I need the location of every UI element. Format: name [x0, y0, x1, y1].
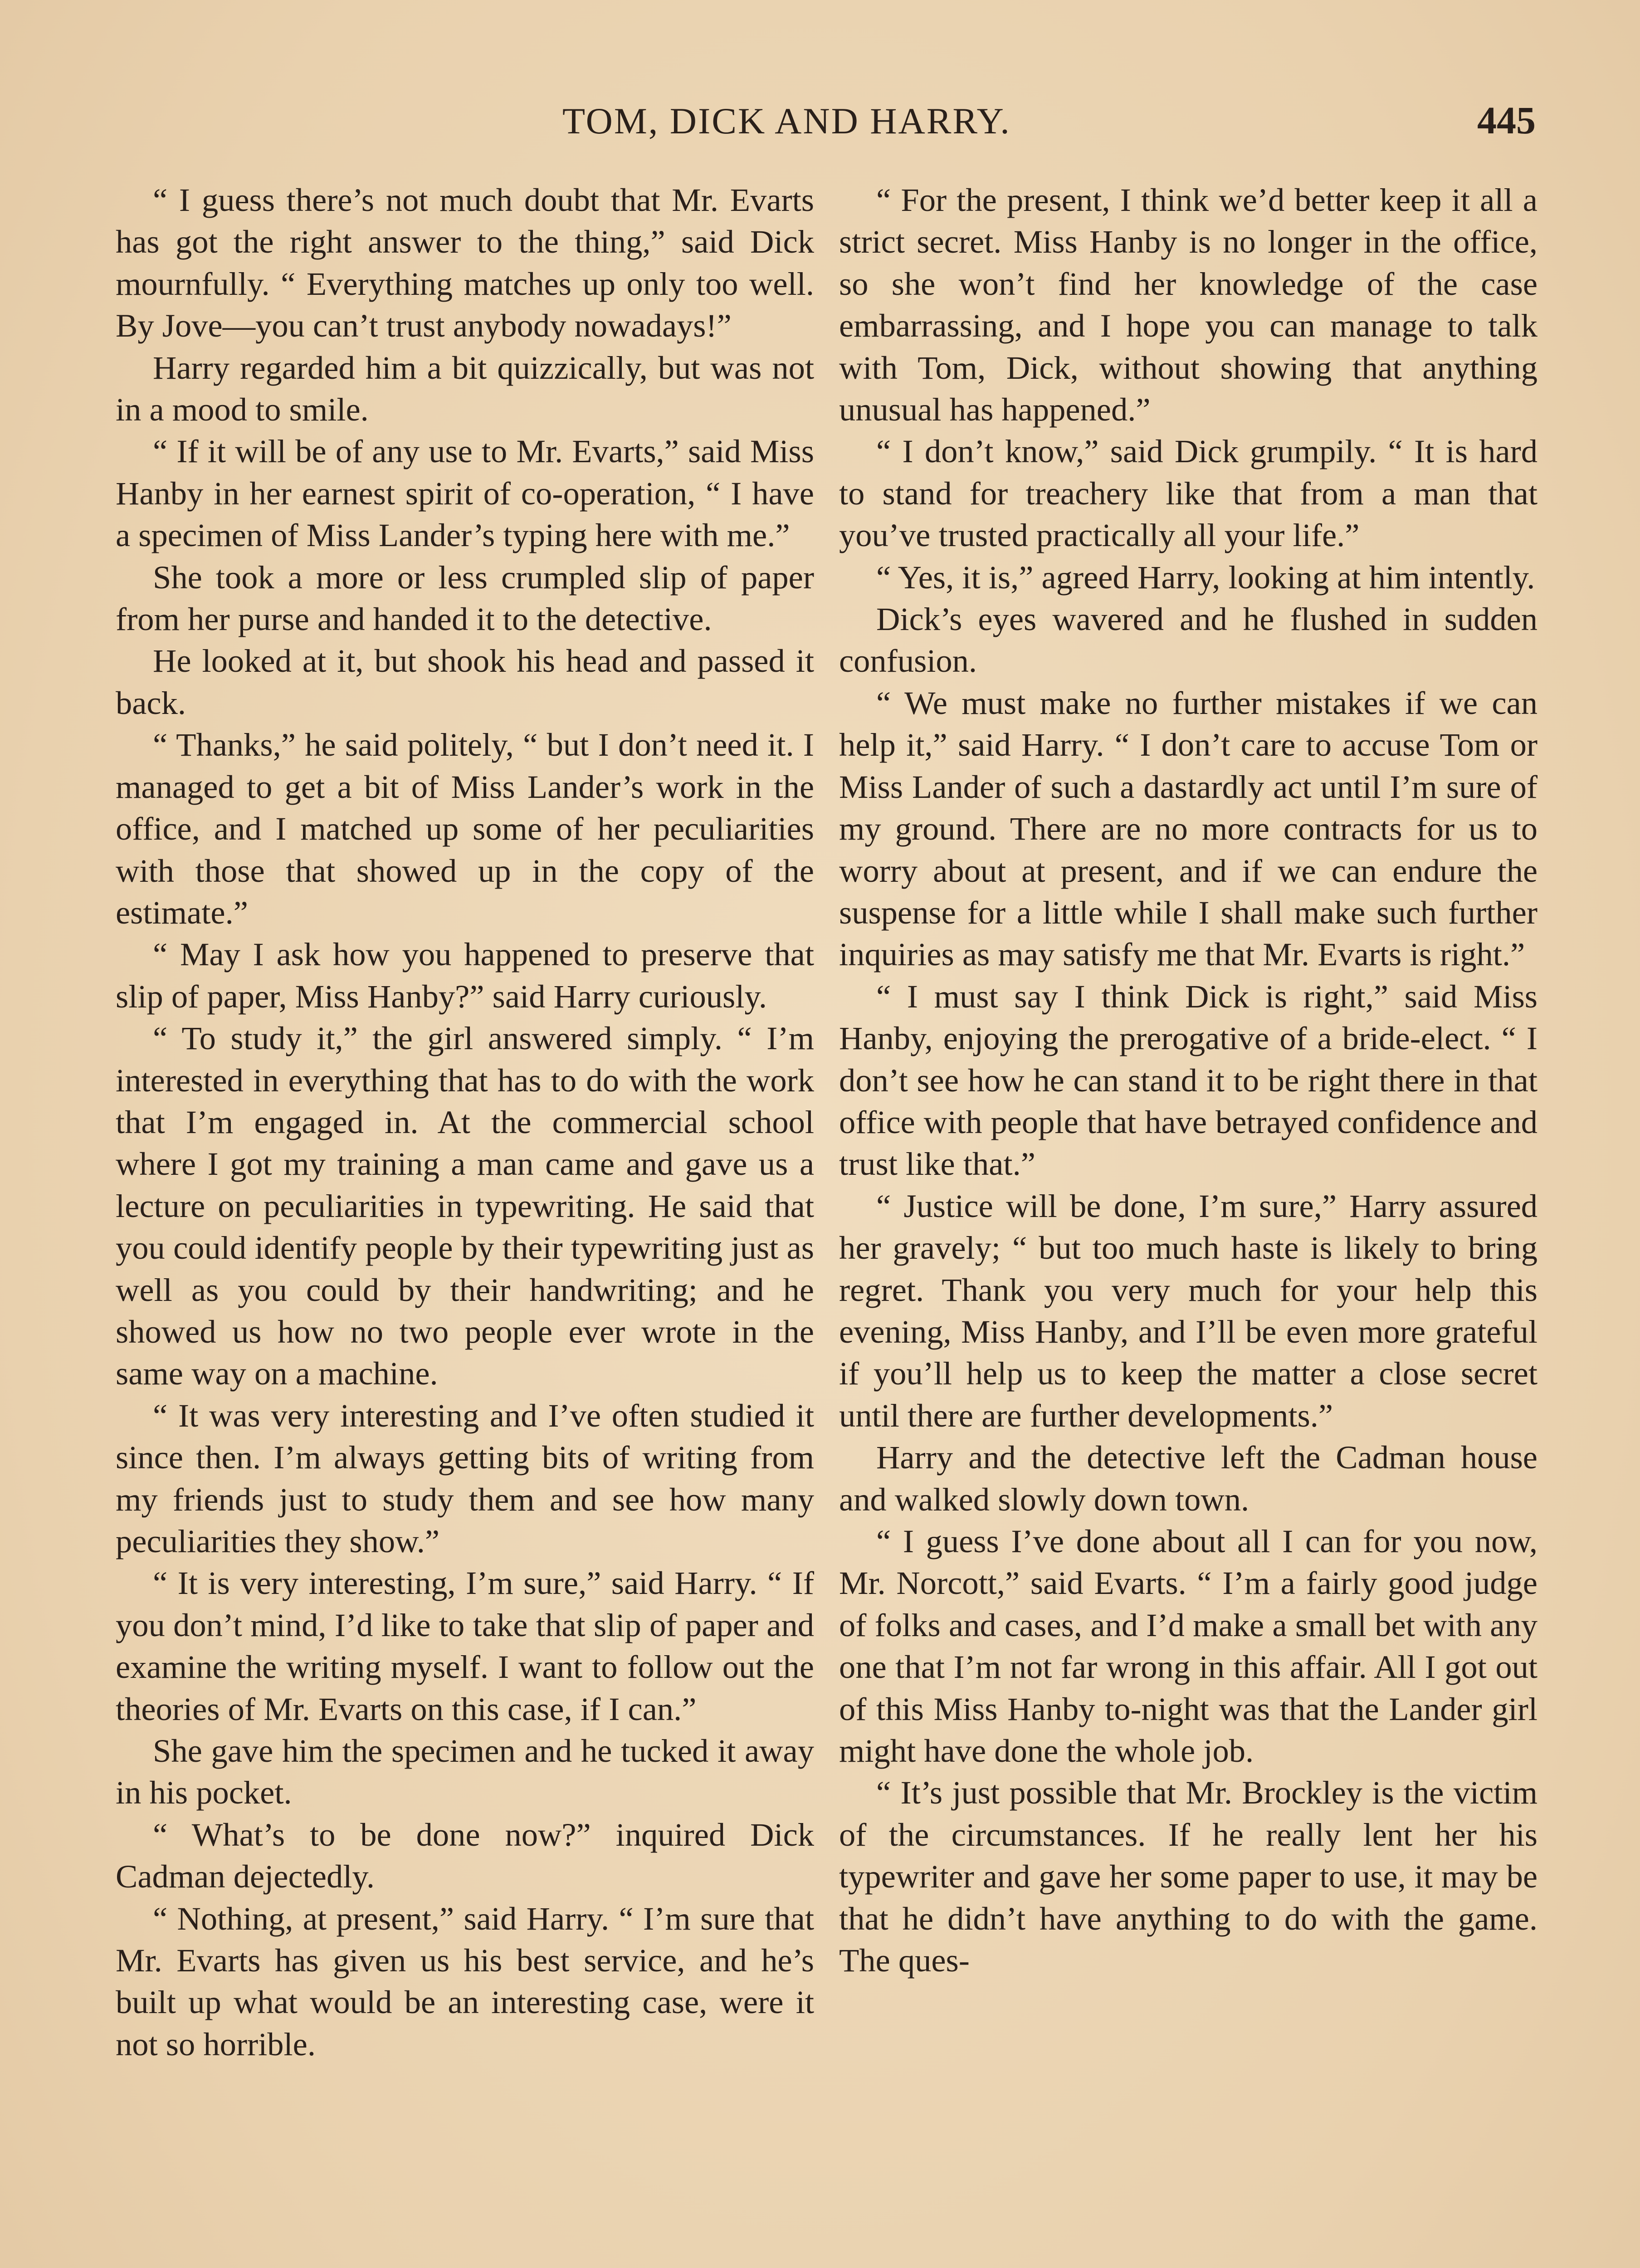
paragraph: “ I guess there’s not much doubt that Mr. Evarts has got the right answer to the thing,” said Dick mournfully. “ Everything matches up only too well. By Jove—you can’t trust anybody nowadays!”	[116, 181, 814, 344]
text-column-left	[116, 179, 814, 2268]
paragraph: “ It was very interesting and I’ve often studied it since then. I’m always getting bits of writing from my friends just to study them and see how many peculiarities they show.”	[116, 1397, 814, 1559]
paragraph: She took a more or less crumpled slip of paper from her purse and handed it to the detective.	[116, 558, 814, 638]
page-header	[562, 98, 1536, 147]
paragraph: “ May I ask how you happened to preserve that slip of paper, Miss Hanby?” said Harry curiously.	[116, 936, 814, 1015]
paragraph: “ I don’t know,” said Dick grumpily. “ It is hard to stand for treachery like that from a man that you’ve trusted practically all your life.”	[839, 433, 1538, 554]
paragraph: “ We must make no further mistakes if we can help it,” said Harry. “ I don’t care to accuse Tom or Miss Lander of such a dastardly act until I’m sure of my ground. There are no more contracts for us to worry about at present, and if we can endure the suspense for a little while I shall make such further inquiries as may satisfy me that Mr. Evarts is right.”	[839, 684, 1538, 973]
paragraph: “ Justice will be done, I’m sure,” Harry assured her gravely; “ but too much haste is likely to bring regret. Thank you very much for your help this evening, Miss Hanby, and I’ll be even more grateful if you’ll help us to keep the matter a close secret until there are further developments.”	[839, 1187, 1538, 1434]
paragraph: “ If it will be of any use to Mr. Evarts,” said Miss Hanby in her earnest spirit of co-operation, “ I have a specimen of Miss Lander’s typing here with me.”	[116, 433, 814, 554]
paragraph: “ It’s just possible that Mr. Brockley is the victim of the circumstances. If he really lent her his typewriter and gave her some paper to use, it may be that he didn’t have anything to do with the game. The ques-	[839, 1774, 1538, 1979]
paragraph: “ It is very interesting, I’m sure,” said Harry. “ If you don’t mind, I’d like to take that slip of paper and examine the writing myself. I want to follow out the theories of Mr. Evarts on this case, if I can.”	[116, 1564, 814, 1727]
page-number: 445	[1477, 98, 1536, 142]
paragraph: “ For the present, I think we’d better keep it all a strict secret. Miss Hanby is no longer in the office, so she won’t find her knowledge of the case embarrassing, and I hope you can manage to talk with Tom, Dick, without showing that anything unusual has happened.”	[839, 181, 1538, 428]
paragraph: “ Thanks,” he said politely, “ but I don’t need it. I managed to get a bit of Miss Lander’s work in the office, and I matched up some of her peculiarities with those that showed up in the copy of the estimate.”	[116, 726, 814, 931]
paragraph: Harry regarded him a bit quizzically, but was not in a mood to smile.	[116, 349, 814, 428]
paragraph: “ To study it,” the girl answered simply. “ I’m interested in everything that has to do with the work that I’m engaged in. At the commercial school where I got my training a man came and gave us a lecture on peculiarities in typewriting. He said that you could identify people by their typewriting just as well as you could by their handwriting; and he showed us how no two people ever wrote in the same way on a machine.	[116, 1020, 814, 1392]
paragraph: “ I guess I’ve done about all I can for you now, Mr. Norcott,” said Evarts. “ I’m a fairly good judge of folks and cases, and I’d make a small bet with any one that I’m not far wrong in this affair. All I got out of this Miss Hanby to-night was that the Lander girl might have done the whole job.	[839, 1523, 1538, 1769]
paragraph: Dick’s eyes wavered and he flushed in sudden confusion.	[839, 601, 1538, 679]
running-title: TOM, DICK AND HARRY.	[562, 100, 1011, 142]
paragraph: “ Yes, it is,” agreed Harry, looking at him intently.	[876, 558, 1535, 596]
paragraph: He looked at it, but shook his head and passed it back.	[116, 642, 814, 721]
paragraph: Harry and the detective left the Cadman house and walked slowly down town.	[839, 1439, 1538, 1518]
paragraph: She gave him the specimen and he tucked it away in his pocket.	[116, 1732, 814, 1811]
paragraph: “ What’s to be done now?” inquired Dick Cadman dejectedly.	[116, 1816, 814, 1895]
paragraph: “ I must say I think Dick is right,” said Miss Hanby, enjoying the prerogative of a bride-elect. “ I don’t see how he can stand it to be right there in that office with people that have betrayed confidence and trust like that.”	[839, 978, 1538, 1183]
paragraph: “ Nothing, at present,” said Harry. “ I’m sure that Mr. Evarts has given us his best service, and he’s built up what would be an interesting case, were it not so horrible.	[116, 1900, 814, 2063]
text-column-right	[839, 179, 1538, 2268]
